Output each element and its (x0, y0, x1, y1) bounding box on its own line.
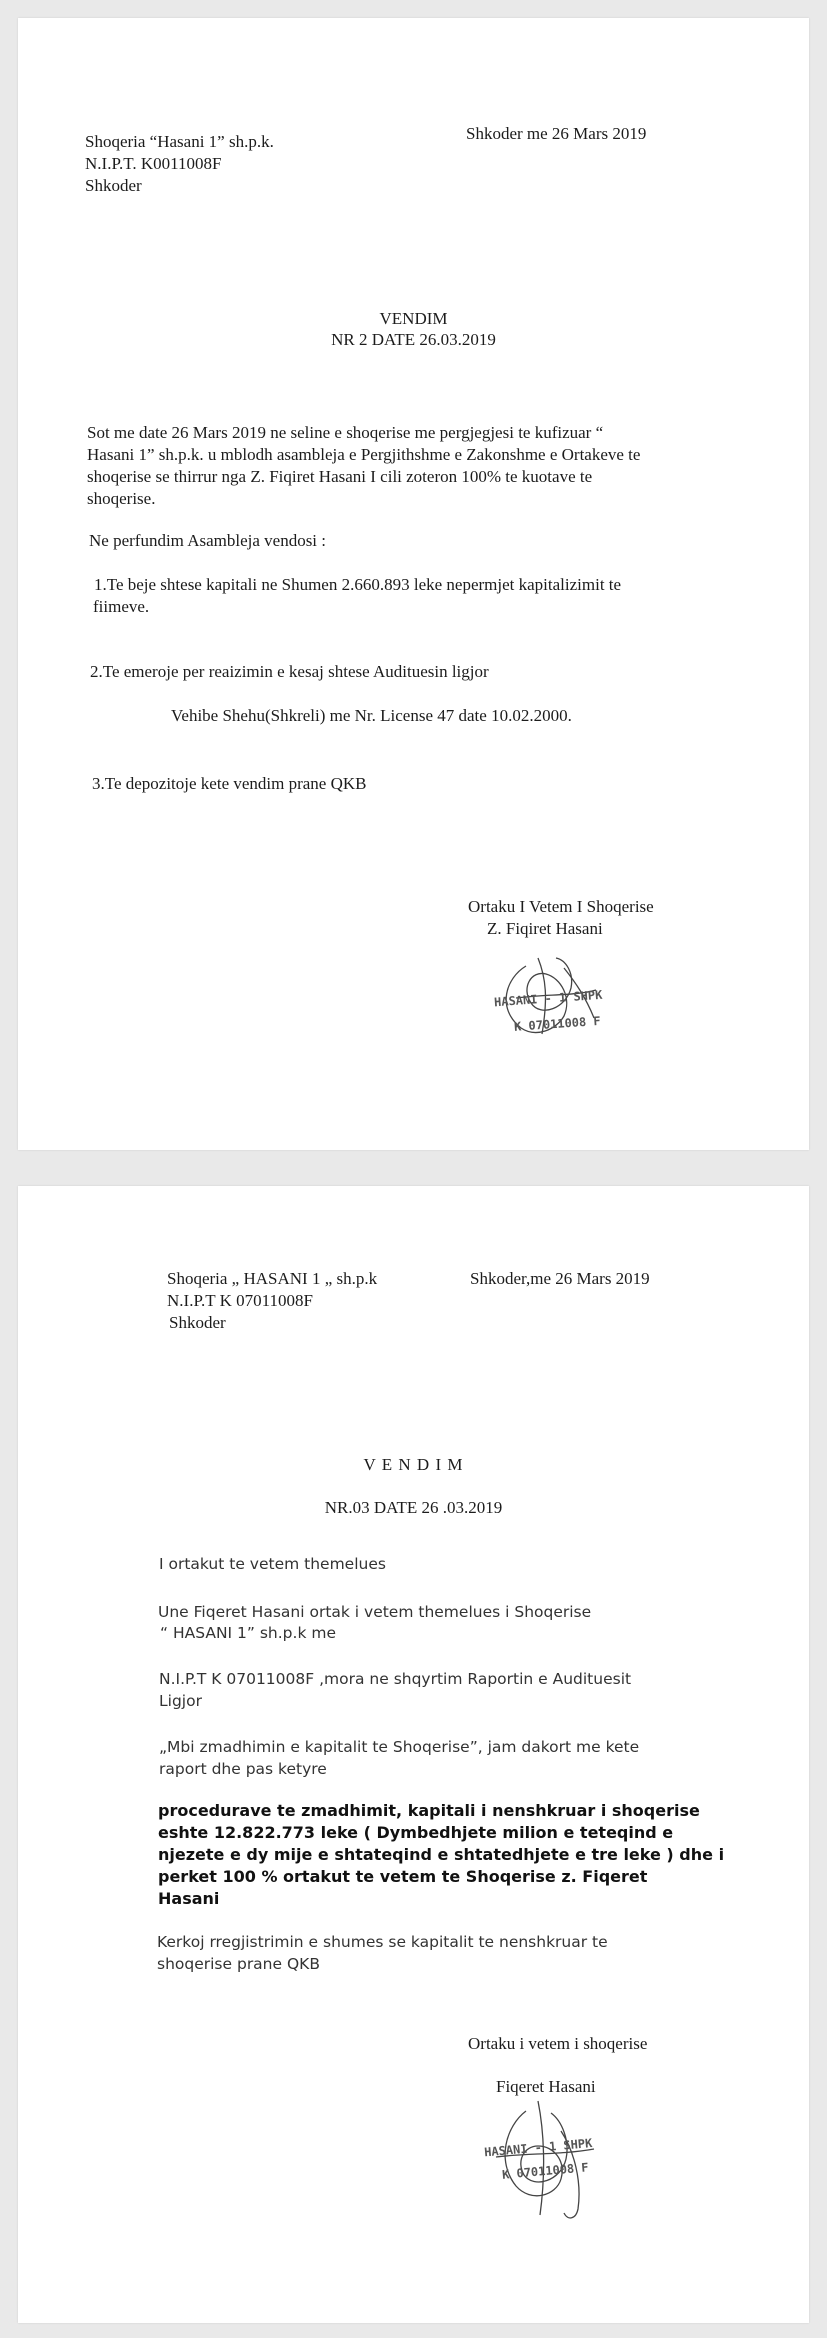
decision-item-1: 1.Te beje shtese kapitali ne Shumen 2.660.893 leke nepermjet kapitalizimit te (94, 575, 622, 594)
signature-title: Ortaku i vetem i shoqerise (468, 2034, 648, 2053)
stamp-text: K 07011008 F (501, 2160, 590, 2182)
company-stamp-signature (476, 938, 636, 1048)
decision-title: V E N D I M (363, 1455, 464, 1474)
company-city: Shkoder (169, 1313, 226, 1332)
capital-statement: njezete e dy mije e shtateqind e shtatedhjete e tre leke ) dhe i (158, 1845, 725, 1864)
auditor-line: Vehibe Shehu(Shkreli) me Nr. License 47 date 10.02.2000. (171, 706, 572, 725)
intro-line: Sot me date 26 Mars 2019 ne seline e shoqerise me pergjegjesi te kufizuar “ (87, 423, 604, 442)
document-page-1 (18, 18, 809, 1150)
decision-title: VENDIM (379, 309, 448, 328)
company-nipt: N.I.P.T. K0011008F (85, 154, 222, 173)
company-city: Shkoder (85, 176, 142, 195)
company-stamp-signature (466, 2091, 626, 2226)
intro-line: shoqerise. (87, 489, 156, 508)
signature-name: Fiqeret Hasani (496, 2077, 596, 2096)
decision-item-1-cont: fiimeve. (93, 597, 150, 616)
company-name: Shoqeria „ HASANI 1 „ sh.p.k (167, 1269, 378, 1288)
decision-item-2: 2.Te emeroje per reaizimin e kesaj shtese Audituesin ligjor (90, 662, 489, 681)
stamp-text: K 07011008 F (513, 1013, 602, 1034)
decision-number: NR 2 DATE 26.03.2019 (331, 330, 496, 349)
paragraph-line: N.I.P.T K 07011008F ,mora ne shqyrtim Raportin e Audituesit (159, 1670, 632, 1688)
ortak-line: I ortakut te vetem themelues (159, 1555, 386, 1573)
company-name: Shoqeria “Hasani 1” sh.p.k. (85, 132, 274, 151)
document-date: Shkoder me 26 Mars 2019 (466, 124, 647, 143)
signature-name: Z. Fiqiret Hasani (487, 919, 603, 938)
paragraph-line: „Mbi zmadhimin e kapitalit te Shoqerise”, jam dakort me kete (159, 1738, 640, 1756)
paragraph-line: Ligjor (159, 1692, 202, 1710)
company-nipt: N.I.P.T K 07011008F (167, 1291, 313, 1310)
paragraph-line: Une Fiqeret Hasani ortak i vetem themelues i Shoqerise (158, 1603, 592, 1621)
document-page-2 (18, 1186, 809, 2323)
signature-title: Ortaku I Vetem I Shoqerise (468, 897, 654, 916)
capital-statement: procedurave te zmadhimit, kapitali i nenshkruar i shoqerise (158, 1801, 700, 1820)
intro-line: Hasani 1” sh.p.k. u mblodh asambleja e Pergjithshme e Zakonshme e Ortakeve te (87, 445, 641, 464)
stamp-text: HASANI - 1 SHPK (493, 987, 603, 1010)
decision-intro: Ne perfundim Asambleja vendosi : (89, 531, 327, 550)
document-date: Shkoder,me 26 Mars 2019 (470, 1269, 650, 1288)
capital-statement: eshte 12.822.773 leke ( Dymbedhjete milion e teteqind e (158, 1823, 674, 1842)
request-line: Kerkoj rregjistrimin e shumes se kapitalit te nenshkruar te (157, 1933, 608, 1951)
intro-line: shoqerise se thirrur nga Z. Fiqiret Hasani I cili zoteron 100% te kuotave te (87, 467, 593, 486)
capital-statement: perket 100 % ortakut te vetem te Shoqerise z. Fiqeret (158, 1867, 648, 1886)
decision-item-3: 3.Te depozitoje kete vendim prane QKB (92, 774, 367, 793)
paragraph-line: raport dhe pas ketyre (159, 1760, 327, 1778)
request-line: shoqerise prane QKB (157, 1955, 320, 1973)
decision-number: NR.03 DATE 26 .03.2019 (324, 1498, 503, 1517)
stamp-text: HASANI - 1 SHPK (483, 2135, 593, 2160)
capital-statement: Hasani (158, 1889, 220, 1908)
paragraph-line: “ HASANI 1” sh.p.k me (160, 1624, 336, 1642)
